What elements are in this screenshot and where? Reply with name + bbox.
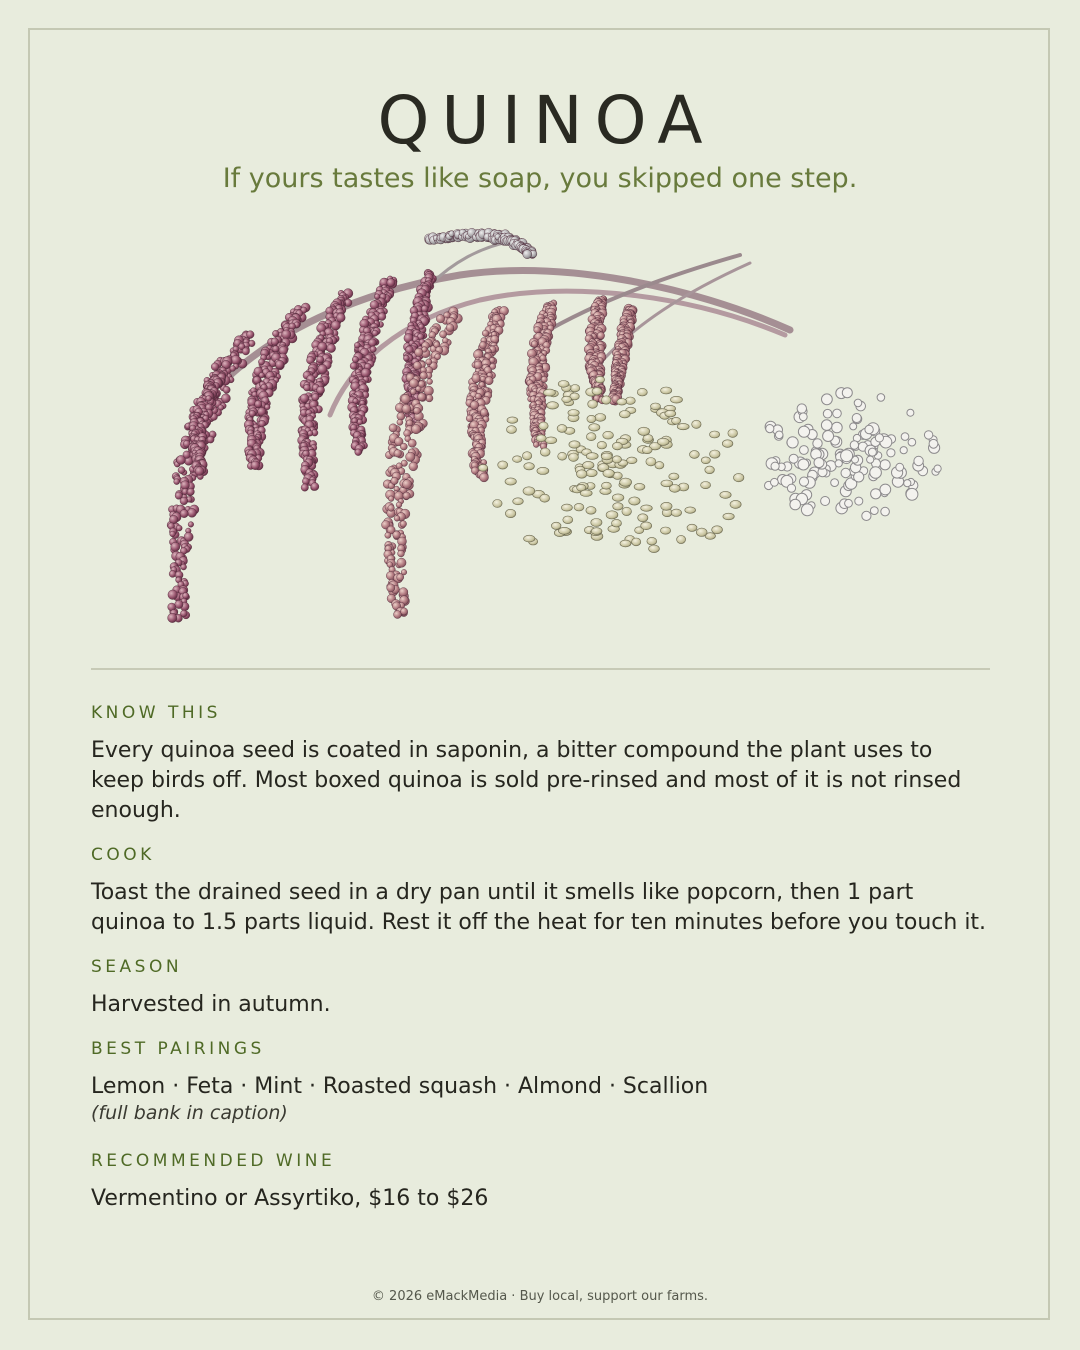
section-cook <box>91 844 991 938</box>
section-label: SEASON <box>91 957 183 977</box>
section-text: Toast the drained seed in a dry pan until it smells like popcorn, then 1 part quinoa to 1.5 parts liquid. Rest it off the heat for ten minutes before you touch it. <box>91 880 987 935</box>
quinoa-plant-illustration <box>130 215 960 635</box>
page-title: QUINOA <box>377 82 715 159</box>
section-recommended-wine <box>91 1150 991 1214</box>
section-label: RECOMMENDED WINE <box>91 1151 336 1171</box>
section-know-this <box>91 702 991 826</box>
divider <box>91 668 990 670</box>
section-text: Lemon · Feta · Mint · Roasted squash · Almond · Scallion <box>91 1074 709 1099</box>
section-note: (full bank in caption) <box>91 1102 288 1124</box>
section-label: BEST PAIRINGS <box>91 1039 265 1059</box>
section-label: KNOW THIS <box>91 703 221 723</box>
section-season <box>91 956 991 1020</box>
cooked-quinoa-pile <box>765 388 942 521</box>
section-text: Every quinoa seed is coated in saponin, a bitter compound the plant uses to keep birds off. Most boxed quinoa is sold pre-rinsed and most of it is not rinsed enough. <box>91 738 962 823</box>
page-subtitle: If yours tastes like soap, you skipped one step. <box>222 163 858 194</box>
section-label: COOK <box>91 845 155 865</box>
footer-credit: © 2026 eMackMedia · Buy local, support our farms. <box>371 1289 709 1304</box>
section-best-pairings <box>91 1038 991 1124</box>
section-text: Vermentino or Assyrtiko, $16 to $26 <box>91 1186 489 1211</box>
section-text: Harvested in autumn. <box>91 992 331 1017</box>
